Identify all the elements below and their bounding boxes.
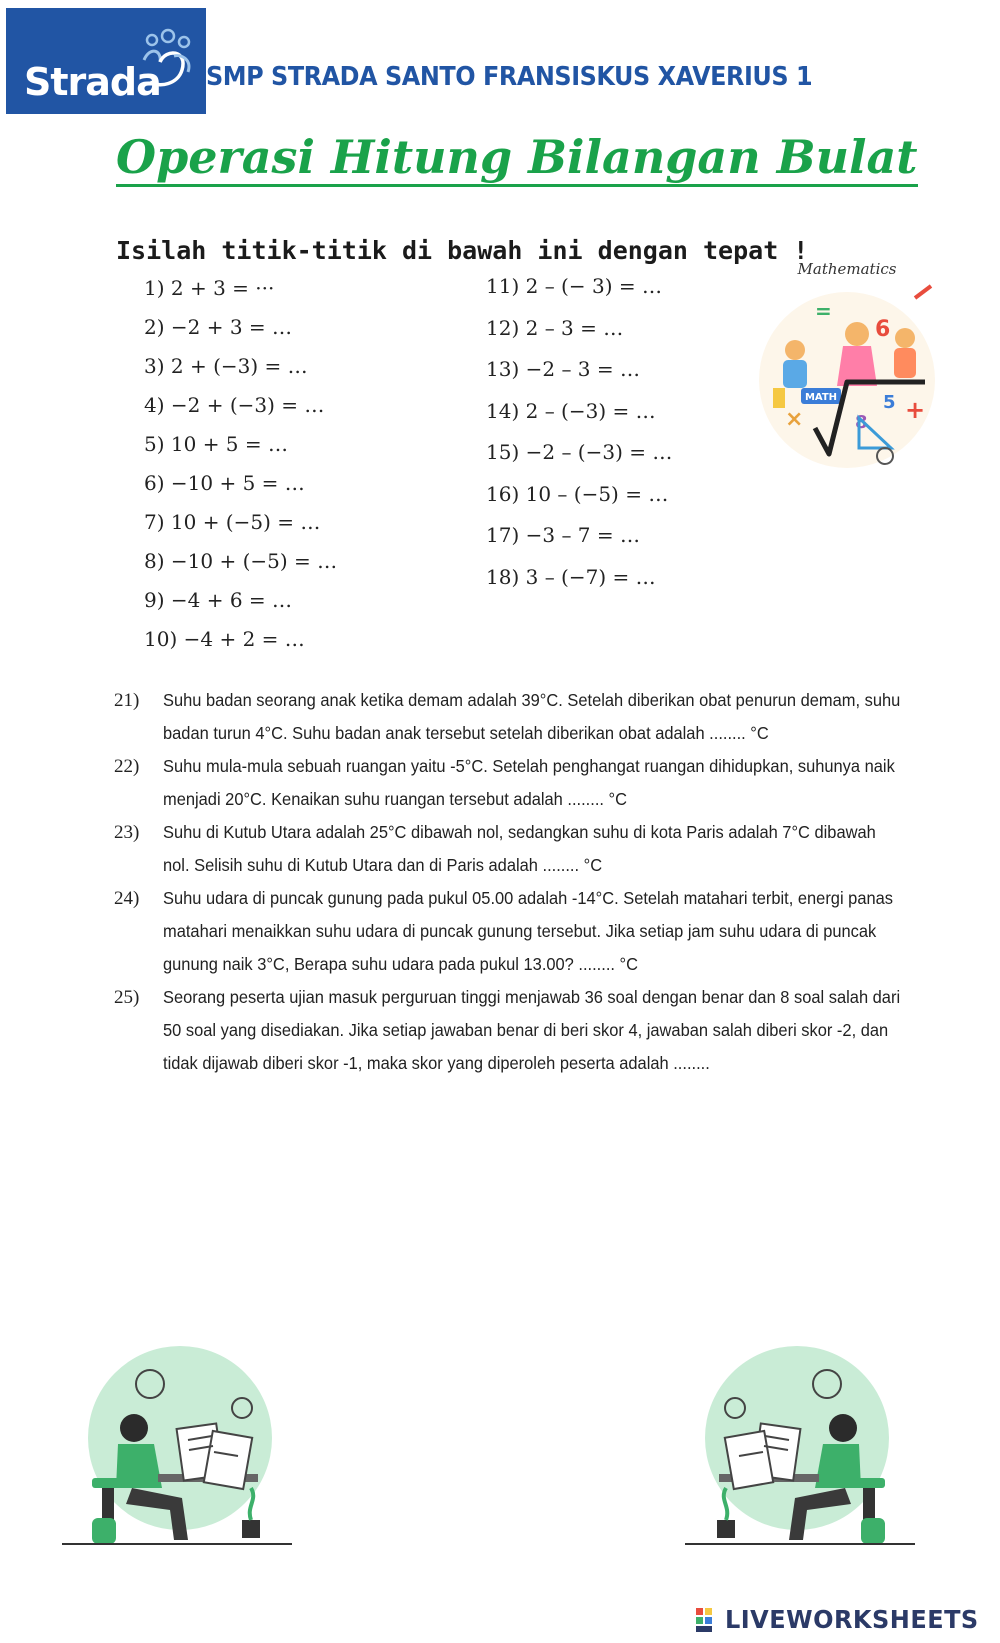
svg-text:5: 5 [883, 392, 896, 413]
question-15: 15) −2 – (−3) = … [486, 440, 673, 464]
problem-23-number: 23) [114, 822, 140, 843]
svg-text:=: = [815, 299, 832, 323]
question-1: 1) 2 + 3 = ··· [144, 276, 275, 300]
question-3: 3) 2 + (−3) = … [144, 354, 308, 378]
question-6: 6) −10 + 5 = … [144, 471, 305, 495]
problem-22-line-2: menjadi 20°C. Kenaikan suhu ruangan tersebut adalah ........ °C [163, 789, 627, 809]
question-13: 13) −2 – 3 = … [486, 357, 641, 381]
problem-22-line-1: Suhu mula-mula sebuah ruangan yaitu -5°C. Setelah penghangat ruangan dihidupkan, suhunya naik [163, 756, 895, 776]
mathematics-illustration [755, 258, 940, 483]
problem-23-line-1: Suhu di Kutub Utara adalah 25°C dibawah nol, sedangkan suhu di kota Paris adalah 7°C dibawah [163, 822, 876, 842]
question-10: 10) −4 + 2 = … [144, 627, 305, 651]
question-18: 18) 3 – (−7) = … [486, 565, 656, 589]
problem-24-line-3: gunung naik 3°C, Berapa suhu udara pada pukul 13.00? ........ °C [163, 954, 638, 974]
problem-22-number: 22) [114, 756, 140, 777]
question-5: 5) 10 + 5 = … [144, 432, 289, 456]
logo-text: Strada [24, 60, 161, 104]
question-2: 2) −2 + 3 = … [144, 315, 293, 339]
page-title: Operasi Hitung Bilangan Bulat [116, 130, 918, 187]
question-14: 14) 2 – (−3) = … [486, 399, 656, 423]
svg-text:8: 8 [855, 412, 868, 433]
problem-25-line-1: Seorang peserta ujian masuk perguruan tinggi menjawab 36 soal dengan benar dan 8 soal salah dari [163, 987, 901, 1007]
question-9: 9) −4 + 6 = … [144, 588, 293, 612]
question-8: 8) −10 + (−5) = … [144, 549, 338, 573]
problem-21-line-2: badan turun 4°C. Suhu badan anak tersebut setelah diberikan obat adalah ........ °C [163, 723, 769, 743]
question-11: 11) 2 – (− 3) = … [486, 274, 662, 298]
math-tag: MATH [804, 392, 838, 403]
problem-24-line-1: Suhu udara di puncak gunung pada pukul 05.00 adalah -14°C. Setelah matahari terbit, energi panas [163, 888, 893, 908]
problem-25-number: 25) [114, 987, 140, 1008]
problem-21-line-1: Suhu badan seorang anak ketika demam adalah 39°C. Setelah diberikan obat penurun demam, suhu [163, 690, 901, 710]
school-name: SMP STRADA SANTO FRANSISKUS XAVERIUS 1 [206, 62, 813, 92]
problem-25-line-3: tidak dijawab diberi skor -1, maka skor yang diperoleh peserta adalah ........ [163, 1053, 710, 1073]
problem-24-number: 24) [114, 888, 140, 909]
problem-24-line-2: matahari menaikkan suhu udara di puncak gunung tersebut. Jika setiap jam suhu udara di puncak [163, 921, 877, 941]
problem-21-number: 21) [114, 690, 140, 711]
problem-25-line-2: 50 soal yang disediakan. Jika setiap jawaban benar di beri skor 4, jawaban salah diberi skor -2, dan [163, 1020, 889, 1040]
liveworksheets-brand [695, 1605, 989, 1634]
question-7: 7) 10 + (−5) = … [144, 510, 321, 534]
student-studying-illustration-mirrored [685, 1328, 915, 1558]
mathematics-label: Mathematics [797, 260, 897, 278]
liveworksheets-logo-icon [695, 1607, 721, 1633]
question-17: 17) −3 – 7 = … [486, 523, 641, 547]
strada-logo [6, 8, 206, 114]
question-16: 16) 10 – (−5) = … [486, 482, 669, 506]
problem-23-line-2: nol. Selisih suhu di Kutub Utara dan di Paris adalah ........ °C [163, 855, 603, 875]
question-12: 12) 2 – 3 = … [486, 316, 624, 340]
brand-text: LIVEWORKSHEETS [725, 1605, 979, 1634]
question-4: 4) −2 + (−3) = … [144, 393, 325, 417]
student-studying-illustration [62, 1328, 292, 1558]
svg-text:6: 6 [875, 317, 891, 342]
svg-text:×: × [785, 407, 804, 432]
svg-text:+: + [905, 396, 926, 424]
instruction: Isilah titik-titik di bawah ini dengan tepat ! [116, 236, 809, 265]
